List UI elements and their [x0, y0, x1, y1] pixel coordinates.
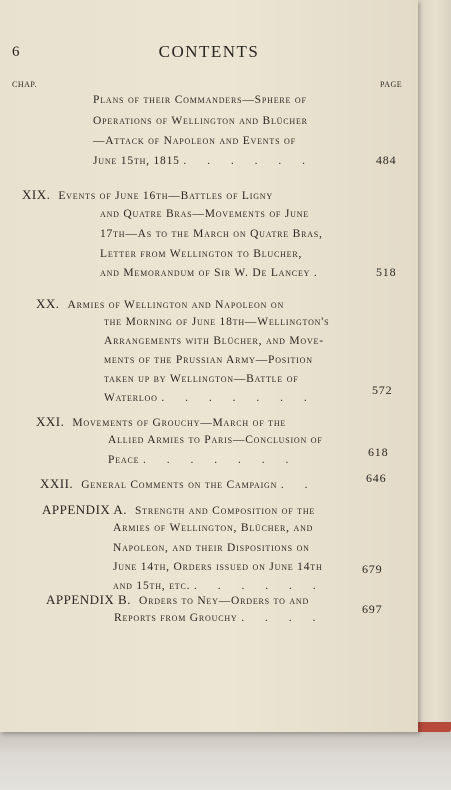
entry-page-number: 518 — [376, 265, 397, 279]
entry-page-number: 618 — [368, 445, 389, 459]
entry-line: Letter from Wellington to Blucher, — [100, 248, 303, 260]
chapter-column-label: CHAP. — [12, 80, 37, 89]
entry-line: June 15th, 1815 . . . . . . — [93, 155, 315, 167]
chapter-number: XXII. — [40, 476, 74, 491]
entry-line: and 15th, etc. . . . . . . — [113, 580, 325, 592]
entry-line: Arrangements with Blücher, and Move- — [104, 335, 324, 347]
entry-page-number: 697 — [362, 602, 383, 616]
entry-line: XX. Armies of Wellington and Napoleon on — [36, 296, 285, 311]
entry-line: 17th—As to the March on Quatre Bras, — [100, 228, 323, 240]
entry-line: the Morning of June 18th—Wellington's — [104, 316, 330, 328]
page-title: CONTENTS — [158, 42, 260, 61]
entry-line: APPENDIX A. Strength and Composition of the — [42, 502, 316, 517]
chapter-number: XXI. — [36, 414, 65, 429]
entry-line: June 14th, Orders issued on June 14th — [113, 561, 323, 573]
entry-line: and Memorandum of Sir W. De Lancey . — [100, 267, 318, 279]
entry-line: —Attack of Napoleon and Events of — [93, 135, 296, 147]
entry-page-number: 484 — [376, 153, 397, 167]
entry-line: Waterloo . . . . . . . — [104, 392, 316, 404]
entry-line: XIX. Events of June 16th—Battles of Ligny — [22, 187, 273, 202]
entry-line: Napoleon, and their Dispositions on — [113, 542, 310, 554]
entry-line: taken up by Wellington—Battle of — [104, 373, 299, 385]
entry-line: Peace . . . . . . . — [108, 454, 298, 466]
chapter-number: XX. — [36, 296, 60, 311]
entry-line: Plans of their Commanders—Sphere of — [93, 94, 307, 106]
appendix-label: APPENDIX B. — [46, 592, 131, 607]
entry-page-number: 646 — [366, 471, 387, 485]
entry-page-number: 572 — [372, 383, 393, 397]
entry-line: Operations of Wellington and Blücher — [93, 115, 308, 127]
entry-line: ments of the Prussian Army—Position — [104, 354, 313, 366]
entry-line: APPENDIX B. Orders to Ney—Orders to and — [46, 592, 310, 607]
appendix-label: APPENDIX A. — [42, 502, 127, 517]
entry-line: Armies of Wellington, Blücher, and — [113, 522, 314, 534]
entry-page-number: 679 — [362, 562, 383, 576]
entry-line: Allied Armies to Paris—Conclusion of — [108, 434, 323, 446]
page-column-label: PAGE — [380, 80, 403, 89]
page-number: 6 — [12, 44, 20, 60]
chapter-number: XIX. — [22, 187, 51, 202]
table-surface — [0, 732, 451, 790]
entry-line: and Quatre Bras—Movements of June — [100, 208, 309, 220]
entry-line: XXII. General Comments on the Campaign . . — [40, 476, 317, 491]
entry-line: XXI. Movements of Grouchy—March of the — [36, 414, 287, 429]
entry-line: Reports from Grouchy . . . . — [114, 612, 325, 624]
